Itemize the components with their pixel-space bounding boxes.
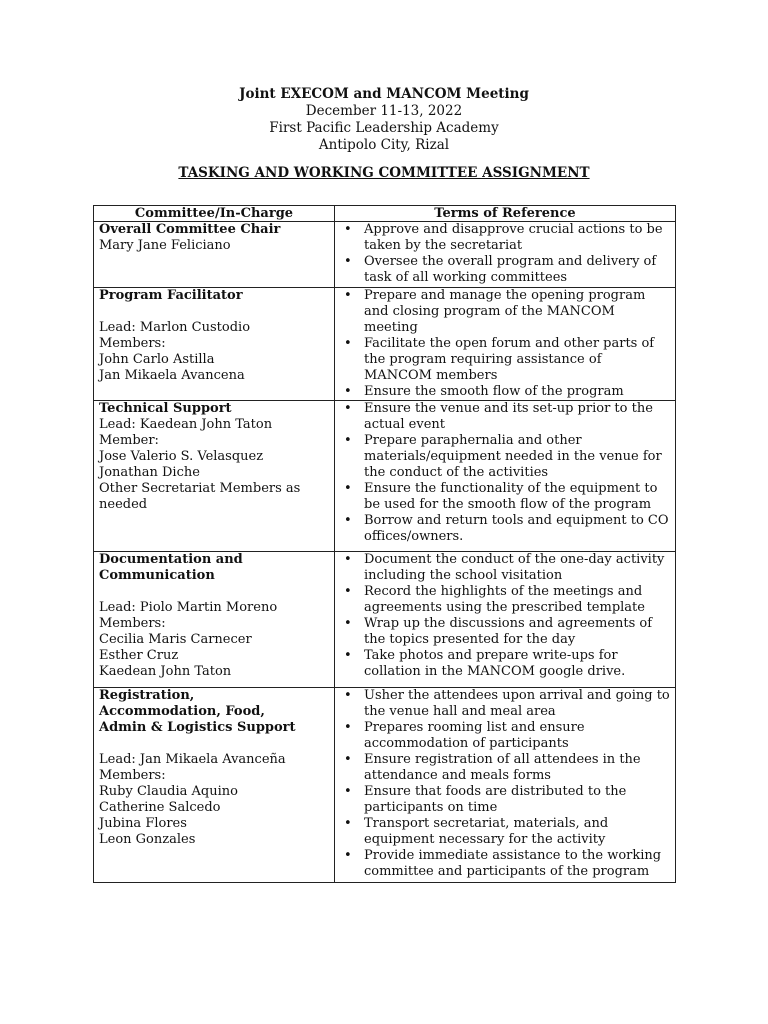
list-item: • Prepares rooming list and ensure accommodation of participants xyxy=(364,720,670,752)
list-item: • Ensure that foods are distributed to the participants on time xyxy=(364,784,670,816)
terms-list xyxy=(340,288,670,400)
meeting-location: Antipolo City, Rizal xyxy=(318,137,450,153)
list-item: • Ensure registration of all attendees in the attendance and meals forms xyxy=(364,752,670,784)
table-header-row xyxy=(94,206,676,222)
meeting-date: December 11-13, 2022 xyxy=(305,103,463,119)
person-line: Catherine Salcedo xyxy=(99,800,221,815)
committee-name: Communication xyxy=(99,568,215,583)
list-item: • Ensure the venue and its set-up prior to the actual event xyxy=(364,401,670,433)
list-item: • Transport secretariat, materials, and equipment necessary for the activity xyxy=(364,816,670,848)
list-item: • Provide immediate assistance to the working committee and participants of the program xyxy=(364,848,670,880)
committee-assignment-table xyxy=(93,205,676,883)
list-item: • Facilitate the open forum and other parts of the program requiring assistance of MANCOM members xyxy=(364,336,670,384)
person-line: Members: xyxy=(99,336,166,351)
list-item: • Oversee the overall program and delivery of task of all working committees xyxy=(364,254,670,286)
list-item: • Document the conduct of the one-day activity including the school visitation xyxy=(364,552,670,584)
list-item: • Prepare and manage the opening program and closing program of the MANCOM meeting xyxy=(364,288,670,336)
person-line: Jose Valerio S. Velasquez xyxy=(99,449,264,464)
meeting-venue: First Pacific Leadership Academy xyxy=(269,120,499,136)
list-item: • Approve and disapprove crucial actions to be taken by the secretariat xyxy=(364,222,670,254)
terms-list xyxy=(340,401,670,545)
committee-name: Registration, xyxy=(99,688,195,703)
committee-name: Documentation and xyxy=(99,552,243,567)
person-line: Lead: Piolo Martin Moreno xyxy=(99,600,278,615)
committee-name: Accommodation, Food, xyxy=(99,704,265,719)
person-line: Members: xyxy=(99,616,166,631)
committee-name: Technical Support xyxy=(99,401,232,416)
table-row xyxy=(94,288,676,401)
table-row xyxy=(94,552,676,688)
committee-name: Program Facilitator xyxy=(99,288,243,303)
column-header-terms: Terms of Reference xyxy=(335,206,676,222)
terms-list xyxy=(340,222,670,286)
person-line: Lead: Jan Mikaela Avanceña xyxy=(99,752,286,767)
terms-list xyxy=(340,552,670,680)
person-line: Cecilia Maris Carnecer xyxy=(99,632,252,647)
person-line: Lead: Marlon Custodio xyxy=(99,320,251,335)
list-item: • Take photos and prepare write-ups for collation in the MANCOM google drive. xyxy=(364,648,670,680)
terms-cell xyxy=(335,222,676,288)
person-line: Leon Gonzales xyxy=(99,832,196,847)
meeting-title: Joint EXECOM and MANCOM Meeting xyxy=(239,86,529,102)
table-row xyxy=(94,222,676,288)
person-line: John Carlo Astilla xyxy=(99,352,215,367)
table-row xyxy=(94,688,676,883)
person-line: Other Secretariat Members as needed xyxy=(99,481,301,512)
committee-name: Admin & Logistics Support xyxy=(99,720,296,735)
terms-cell xyxy=(335,688,676,883)
person-line: Esther Cruz xyxy=(99,648,179,663)
committee-name: Overall Committee Chair xyxy=(99,222,281,237)
column-header-committee: Committee/In-Charge xyxy=(94,206,335,222)
terms-cell xyxy=(335,552,676,688)
committee-cell xyxy=(94,288,335,401)
section-title: TASKING AND WORKING COMMITTEE ASSIGNMENT xyxy=(178,165,590,181)
list-item: • Prepare paraphernalia and other materials/equipment needed in the venue for the conduct of the activities xyxy=(364,433,670,481)
terms-cell xyxy=(335,288,676,401)
list-item: • Usher the attendees upon arrival and going to the venue hall and meal area xyxy=(364,688,670,720)
list-item: • Wrap up the discussions and agreements of the topics presented for the day xyxy=(364,616,670,648)
person-line: Members: xyxy=(99,768,166,783)
person-line: Jan Mikaela Avancena xyxy=(99,368,245,383)
person-line: Lead: Kaedean John Taton xyxy=(99,417,273,432)
committee-cell xyxy=(94,688,335,883)
list-item: • Ensure the functionality of the equipment to be used for the smooth flow of the program xyxy=(364,481,670,513)
person-line: Ruby Claudia Aquino xyxy=(99,784,238,799)
committee-cell xyxy=(94,401,335,552)
terms-list xyxy=(340,688,670,880)
list-item: • Borrow and return tools and equipment to CO offices/owners. xyxy=(364,513,670,545)
list-item: • Ensure the smooth flow of the program xyxy=(364,384,670,400)
committee-cell xyxy=(94,552,335,688)
person-line: Mary Jane Feliciano xyxy=(99,238,231,253)
list-item: • Record the highlights of the meetings and agreements using the prescribed template xyxy=(364,584,670,616)
person-line: Kaedean John Taton xyxy=(99,664,232,679)
table-row xyxy=(94,401,676,552)
document-header xyxy=(0,86,768,154)
committee-cell xyxy=(94,222,335,288)
terms-cell xyxy=(335,401,676,552)
person-line: Jonathan Diche xyxy=(99,465,200,480)
person-line: Jubina Flores xyxy=(99,816,187,831)
person-line: Member: xyxy=(99,433,159,448)
